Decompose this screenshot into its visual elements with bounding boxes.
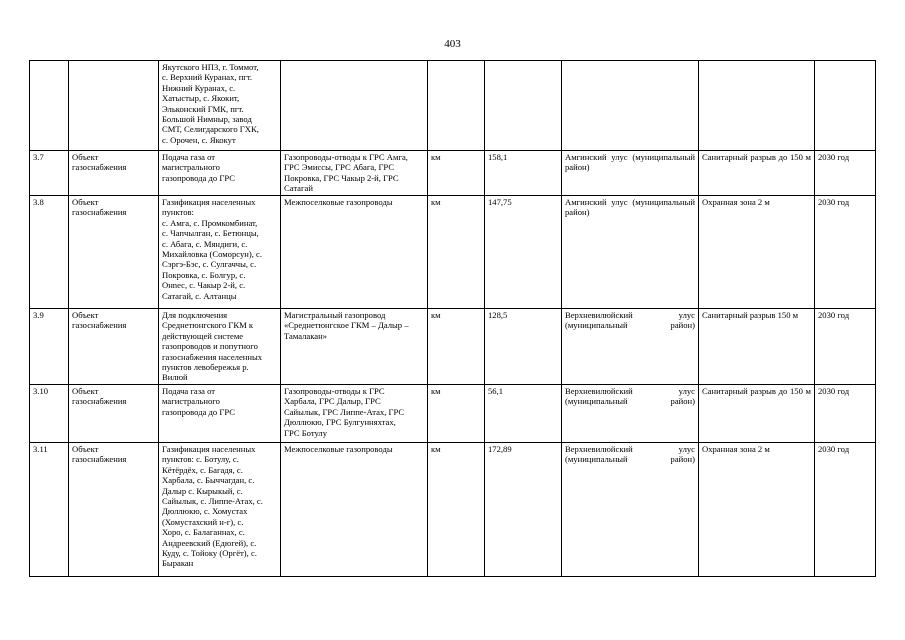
cell-purpose: Подача газа от магистрального газопровода до ГРС <box>159 151 281 196</box>
cell-value: 158,1 <box>485 151 562 196</box>
cell-objects: Магистральный газопровод «Среднетюнгское ГКМ – Далыр – Тамалакан» <box>281 309 428 385</box>
cell-year: 2030 год <box>815 385 876 443</box>
cell-value: 56,1 <box>485 385 562 443</box>
cell-number: 3.10 <box>30 385 69 443</box>
cell-object-type: Объект газоснабжения <box>69 309 159 385</box>
cell-value: 147,75 <box>485 196 562 309</box>
cell-objects: Газопроводы-отводы к ГРС Харбала, ГРС Далыр, ГРС Сайылык, ГРС Липпе-Атах, ГРС Дюллюкю, ГРС Булгунняхтах, ГРС Ботулу <box>281 385 428 443</box>
cell-object-type: Объект газоснабжения <box>69 385 159 443</box>
table-row <box>30 151 876 196</box>
cell-unit: км <box>428 151 485 196</box>
cell-number: 3.9 <box>30 309 69 385</box>
cell-unit: км <box>428 443 485 577</box>
cell-district <box>562 61 699 151</box>
cell-zone <box>699 61 815 151</box>
cell-district: Амгинский улус (муниципальный район) <box>562 196 699 309</box>
cell-year: 2030 год <box>815 309 876 385</box>
cell-value <box>485 61 562 151</box>
cell-number: 3.11 <box>30 443 69 577</box>
cell-object-type <box>69 61 159 151</box>
cell-value: 172,89 <box>485 443 562 577</box>
cell-purpose: Для подключения Среднетюнгского ГКМ к действующей системе газопроводов и попутного газоснабжения населенных пунктов левобережья р. Вилюй <box>159 309 281 385</box>
cell-objects: Межпоселковые газопроводы <box>281 443 428 577</box>
cell-number <box>30 61 69 151</box>
cell-year: 2030 год <box>815 443 876 577</box>
cell-zone: Санитарный разрыв до 150 м <box>699 385 815 443</box>
cell-year <box>815 61 876 151</box>
cell-purpose: Газификация населенных пунктов: с. Амга, с. Промкомбинат, с. Чапчылган, с. Бетюнцы, с. Абага, с. Мяндиги, с. Михайловка (Соморсун), с. Сэргэ-Бэс, с. Сулгаччы, с. Покровка, с. Болгур, с. Онnес, с. Чакыр 2-й, с. Сатагай, с. Алтанцы <box>159 196 281 309</box>
cell-unit: км <box>428 196 485 309</box>
cell-district: Верхневилюйский улус (муниципальный район) <box>562 385 699 443</box>
cell-unit: км <box>428 385 485 443</box>
table-row <box>30 309 876 385</box>
cell-purpose: Газификация населенных пунктов: с. Ботулу, с. Кётёрдёх, с. Багадя, с. Харбала, с. Быччагдан, с. Далыр с. Кырыкый, с. Сайылык, с. Липпе-Атах, с. Дюллюкю, с. Хомустах (Хомустахский н-г), с. Хоро, с. Балаганнах, с. Андреевский (Едюгей), с. Куду, с. Тойоку (Оргёт), с. Быракан <box>159 443 281 577</box>
cell-district: Верхневилюйский улус (муниципальный район) <box>562 443 699 577</box>
cell-object-type: Объект газоснабжения <box>69 151 159 196</box>
planning-objects-table <box>29 60 876 577</box>
cell-object-type: Объект газоснабжения <box>69 196 159 309</box>
cell-number: 3.7 <box>30 151 69 196</box>
cell-value: 128,5 <box>485 309 562 385</box>
cell-zone: Санитарный разрыв до 150 м <box>699 151 815 196</box>
cell-year: 2030 год <box>815 151 876 196</box>
cell-zone: Санитарный разрыв 150 м <box>699 309 815 385</box>
cell-zone: Охранная зона 2 м <box>699 196 815 309</box>
cell-year: 2030 год <box>815 196 876 309</box>
cell-zone: Охранная зона 2 м <box>699 443 815 577</box>
cell-district: Амгинский улус (муниципальный район) <box>562 151 699 196</box>
cell-unit: км <box>428 309 485 385</box>
table-row <box>30 385 876 443</box>
cell-number: 3.8 <box>30 196 69 309</box>
table-body <box>30 61 876 577</box>
table-row <box>30 61 876 151</box>
page-number: 403 <box>444 38 461 50</box>
cell-objects: Межпоселковые газопроводы <box>281 196 428 309</box>
table-row <box>30 196 876 309</box>
cell-district: Верхневилюйский улус (муниципальный район) <box>562 309 699 385</box>
cell-purpose: Подача газа от магистрального газопровода до ГРС <box>159 385 281 443</box>
cell-objects: Газопроводы-отводы к ГРС Амга, ГРС Эмиссы, ГРС Абага, ГРС Покровка, ГРС Чакыр 2-й, ГРС Сатагай <box>281 151 428 196</box>
cell-purpose: Якутского НПЗ, г. Томмот, с. Верхний Куранах, пгт. Нижний Куранах, с. Хатыстыр, с. Якокит, Эльконский ГМК, пгт. Большой Нимныр, завод СМТ, Селигдарского ГХК, с. Орочен, с. Якокут <box>159 61 281 151</box>
cell-object-type: Объект газоснабжения <box>69 443 159 577</box>
cell-objects <box>281 61 428 151</box>
cell-unit <box>428 61 485 151</box>
table-row <box>30 443 876 577</box>
